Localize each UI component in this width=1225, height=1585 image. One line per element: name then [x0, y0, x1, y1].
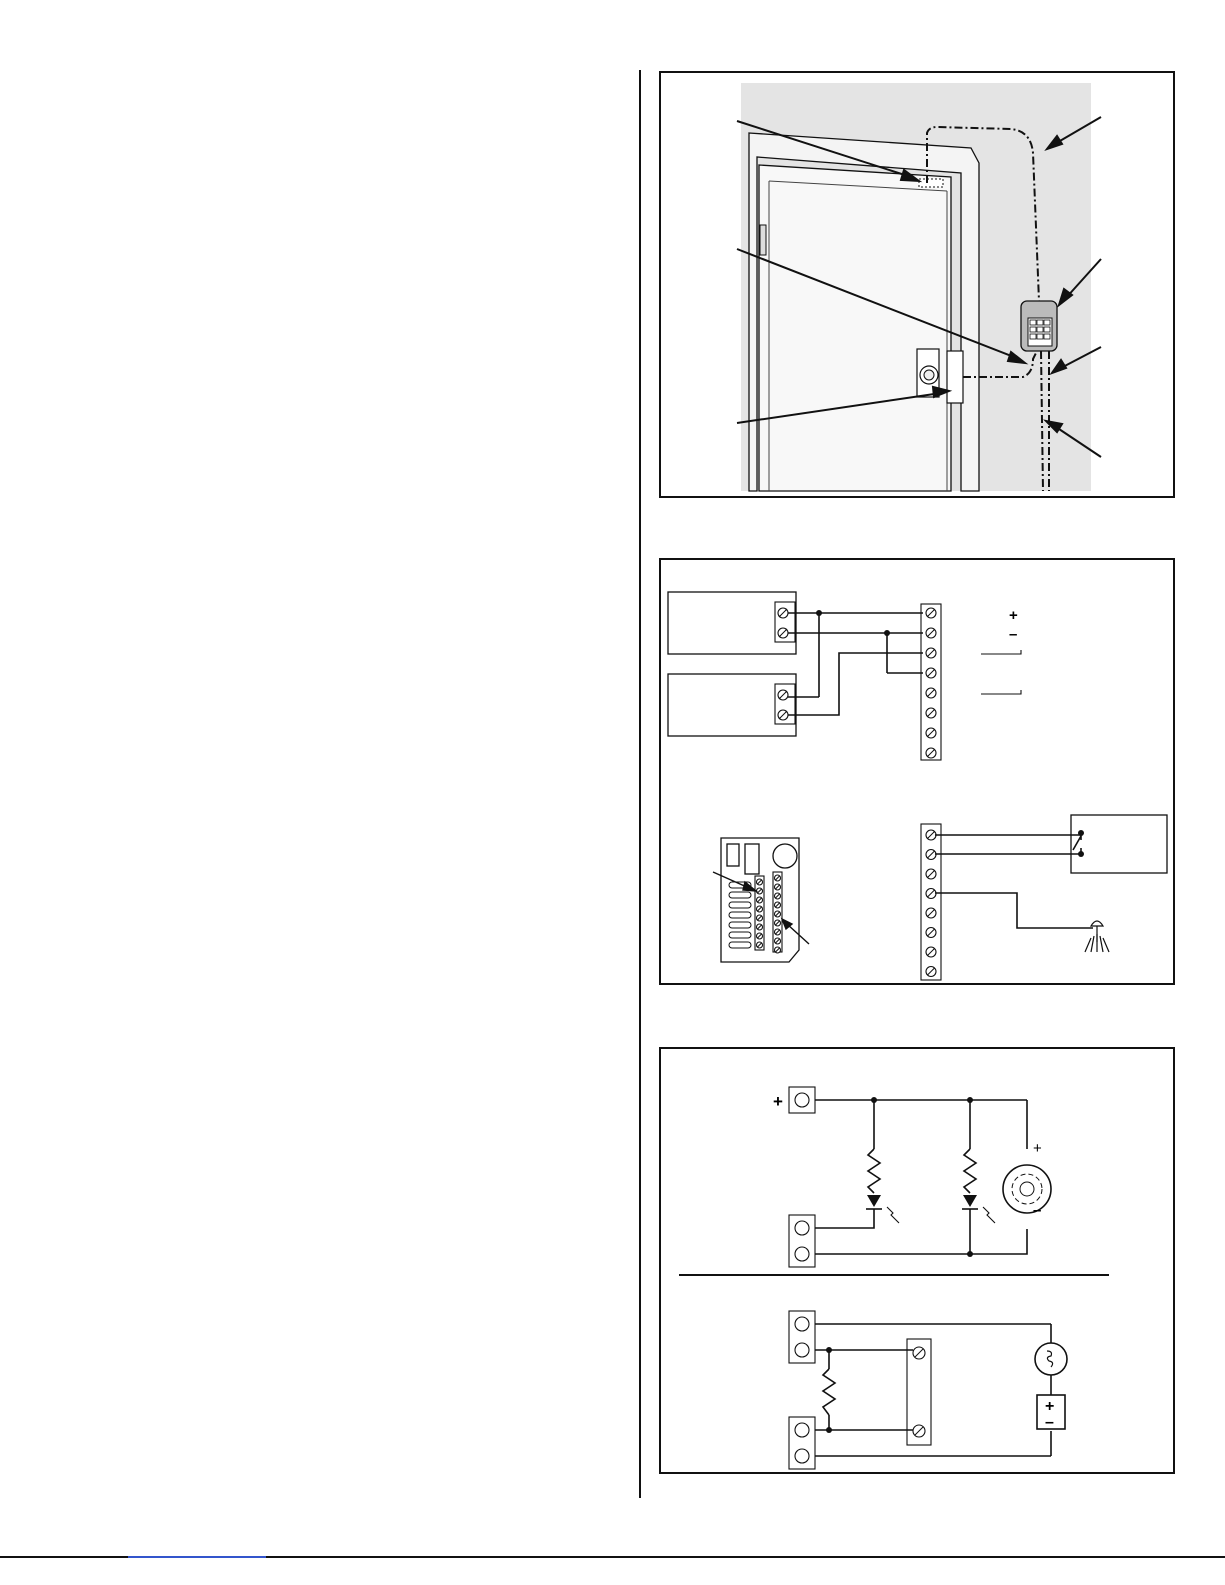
led-2-icon [962, 1195, 995, 1223]
door-figure-frame [659, 71, 1175, 498]
resistor-3 [823, 1369, 835, 1415]
door-hinge [760, 225, 766, 255]
polarity-plus: + [1009, 607, 1018, 624]
door [759, 165, 951, 491]
bracket-upper [981, 650, 1021, 654]
sounder-minus-label: – [1033, 1202, 1042, 1219]
schematic-upper-wires [815, 1100, 1027, 1254]
battery-minus-label: – [1045, 1414, 1054, 1431]
bracket-lower [981, 690, 1021, 694]
board-relay-1 [727, 844, 739, 866]
led-1-icon [866, 1195, 899, 1223]
wiring-bottom [935, 835, 1093, 928]
wiring-diagram [661, 560, 1177, 987]
sounder-icon [1003, 1165, 1051, 1213]
keypad-buttons [1030, 320, 1050, 339]
schematic-figure-frame [659, 1047, 1175, 1474]
supply-plus-label: + [773, 1092, 783, 1111]
column-divider [639, 70, 641, 1498]
resistor-1 [868, 1149, 880, 1193]
door-illustration [661, 73, 1177, 500]
output-device-box [1071, 815, 1167, 873]
door-strike [947, 351, 963, 403]
lamp-icon [1035, 1343, 1067, 1375]
footer-link-underline[interactable] [128, 1556, 266, 1558]
wiring-top [788, 613, 923, 715]
polarity-minus: – [1009, 626, 1018, 643]
sounder-plus-label: + [1033, 1140, 1042, 1157]
schematic-diagram [661, 1049, 1177, 1476]
board-capacitor [773, 844, 797, 868]
resistor-2 [964, 1149, 976, 1193]
board-slots [729, 882, 751, 948]
board-relay-2 [745, 844, 759, 874]
wiring-figure-frame [659, 558, 1175, 985]
door-top-sensor [919, 179, 943, 187]
ground-rod-icon [1085, 921, 1109, 952]
battery-plus-label: + [1045, 1398, 1055, 1415]
schematic-lower-wires [815, 1324, 1051, 1456]
device-terminals [775, 602, 795, 724]
